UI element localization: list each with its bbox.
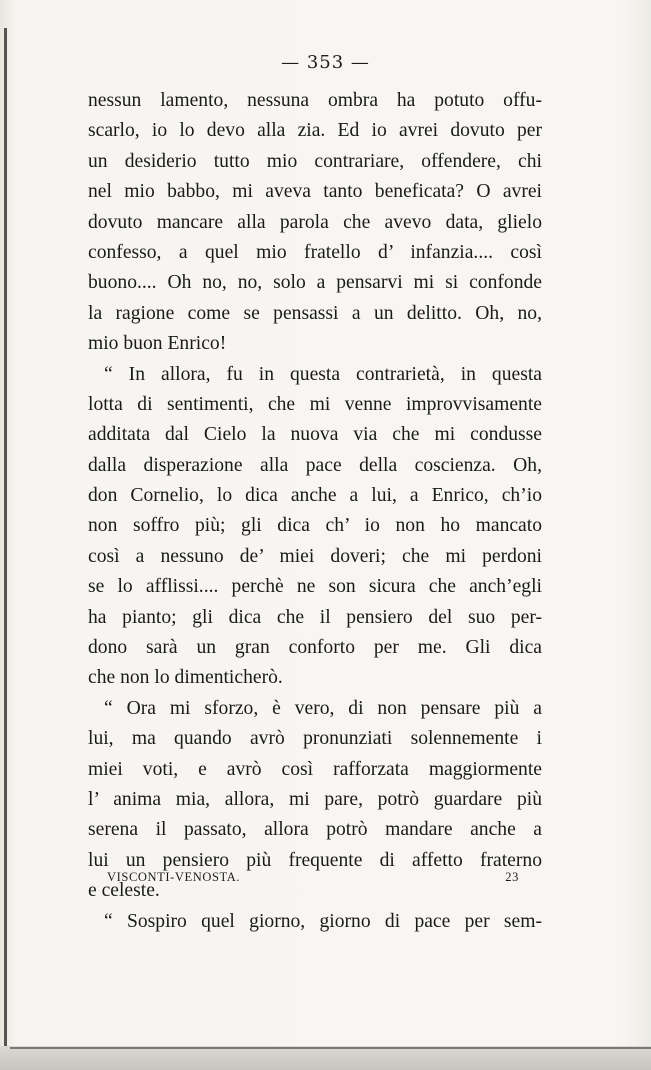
text-line: nel mio babbo, mi aveva tanto beneficata? O avrei: [88, 181, 542, 203]
text-line: se lo afflissi.... perchè ne son sicura che anch’egli: [88, 576, 542, 598]
page-number: — 353 —: [281, 52, 370, 73]
text-line: un desiderio tutto mio contrariare, offendere, chi: [88, 150, 542, 172]
text-line: serena il passato, allora potrò mandare anche a: [88, 819, 542, 841]
text-line: mio buon Enrico!: [88, 333, 227, 355]
text-line: così a nessuno de’ miei doveri; che mi perdoni: [88, 545, 542, 567]
body-text: [88, 86, 542, 937]
text-line: “ In allora, fu in questa contrarietà, in questa: [104, 363, 542, 385]
text-line: che non lo dimenticherò.: [88, 667, 283, 689]
text-line: “ Ora mi sforzo, è vero, di non pensare più a: [104, 697, 542, 719]
page-bottom-edge: [0, 1046, 651, 1070]
text-line: additata dal Cielo la nuova via che mi condusse: [88, 424, 542, 446]
page-binding-edge: [4, 28, 7, 1070]
text-line: dono sarà un gran conforto per me. Gli dica: [88, 637, 542, 659]
text-line: “ Sospiro quel giorno, giorno di pace per sem-: [104, 910, 542, 932]
text-line: lui, ma quando avrò pronunziati solennemente i: [88, 728, 542, 750]
text-line: miei voti, e avrò così rafforzata maggiormente: [88, 758, 542, 780]
footer-signature-number: 23: [505, 870, 519, 884]
text-line: lui un pensiero più frequente di affetto fraterno: [88, 849, 542, 871]
footer-author: VISCONTI-VENOSTA.: [107, 870, 241, 884]
page-bottom-line: [10, 1047, 651, 1049]
text-line: scarlo, io lo devo alla zia. Ed io avrei dovuto per: [88, 120, 542, 142]
text-line: dovuto mancare alla parola che avevo data, glielo: [88, 211, 542, 233]
text-line: e celeste.: [88, 880, 160, 902]
text-line: l’ anima mia, allora, mi pare, potrò guardare più: [88, 788, 542, 810]
text-line: dalla disperazione alla pace della coscienza. Oh,: [88, 454, 542, 476]
text-line: lotta di sentimenti, che mi venne improvvisamente: [88, 393, 542, 415]
text-line: don Cornelio, lo dica anche a lui, a Enrico, ch’io: [88, 485, 542, 507]
text-line: nessun lamento, nessuna ombra ha potuto offu-: [88, 90, 542, 111]
text-line: buono.... Oh no, no, solo a pensarvi mi si confonde: [88, 272, 542, 294]
text-line: ha pianto; gli dica che il pensiero del suo per-: [88, 606, 542, 628]
text-line: la ragione come se pensassi a un delitto. Oh, no,: [88, 302, 542, 324]
text-line: non soffro più; gli dica ch’ io non ho mancato: [88, 515, 542, 537]
text-line: confesso, a quel mio fratello d’ infanzia.... così: [88, 241, 542, 263]
